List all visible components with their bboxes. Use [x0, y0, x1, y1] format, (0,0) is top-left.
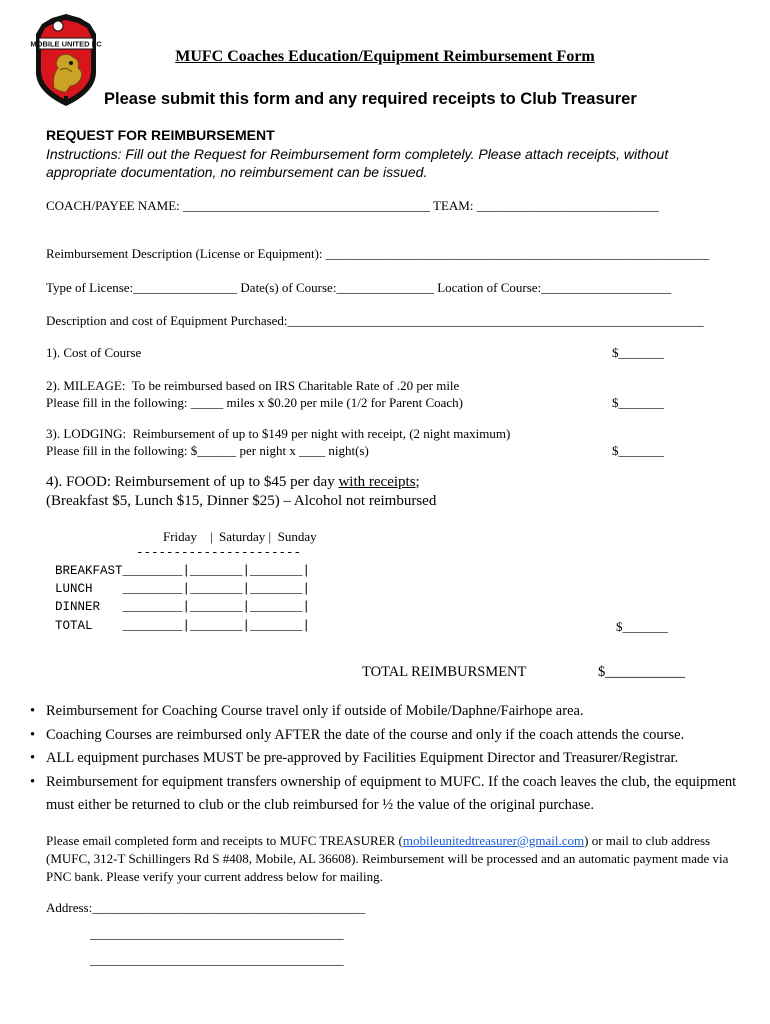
form-subtitle: Please submit this form and any required receipts to Club Treasurer: [104, 90, 637, 108]
total-reimbursement-label: TOTAL REIMBURSMENT: [362, 664, 527, 680]
food-semicolon: ;: [415, 474, 420, 490]
course-cost-field[interactable]: $_______: [612, 345, 664, 360]
submission-note: [46, 832, 736, 886]
treasurer-email-link[interactable]: mobileunitedtreasurer@gmail.com: [402, 833, 585, 848]
food-total-amount-field[interactable]: $_______: [616, 619, 668, 634]
food-row-total[interactable]: TOTAL ________|_______|_______|: [55, 619, 311, 633]
address-field-1[interactable]: Address:__________________________________________: [46, 900, 366, 915]
policy-item: • Reimbursement for equipment transfers ownership of equipment to MUFC. If the coach leaves the club, the equipment must either be returned to club or the club reimbursed for ½ the value of the original purchase.: [30, 771, 750, 818]
food-row-breakfast[interactable]: BREAKFAST________|_______|_______|: [55, 564, 311, 578]
food-line-1: [46, 474, 420, 491]
license-date-location-field[interactable]: Type of License:________________ Date(s) of Course:_______________ Location of Course:____________________: [46, 280, 672, 295]
course-cost-label: 1). Cost of Course: [46, 345, 142, 360]
lodging-line-2[interactable]: Please fill in the following: $______ per night x ____ night(s): [46, 443, 369, 458]
lodging-line-1: 3). LODGING: Reimbursement of up to $149 per night with receipt, (2 night maximum): [46, 426, 511, 441]
equipment-field[interactable]: Description and cost of Equipment Purchased:________________________________________________________________: [46, 313, 704, 328]
policy-item: • Coaching Courses are reimbursed only AFTER the date of the course and only if the coach attends the course.: [30, 724, 750, 748]
policy-list: [30, 700, 750, 818]
note-text-1: Please email completed form and receipts to MUFC TREASURER (: [46, 833, 403, 848]
policy-item: • ALL equipment purchases MUST be pre-approved by Facilities Equipment Director and Treasurer/Registrar.: [30, 747, 750, 771]
food-receipts-text: with receipts: [338, 474, 416, 490]
mileage-line-1: 2). MILEAGE: To be reimbursed based on IRS Charitable Rate of .20 per mile: [46, 378, 460, 393]
form-title: MUFC Coaches Education/Equipment Reimbursement Form: [175, 48, 595, 65]
food-row-dinner[interactable]: DINNER ________|_______|_______|: [55, 600, 311, 614]
instructions: Instructions: Fill out the Request for Reimbursement form completely. Please attach receipts, without appropriate documentation, no reimbursement can be issued.: [46, 146, 669, 180]
food-table-header: Friday | Saturday | Sunday: [163, 529, 317, 544]
note-text-2: ) or mail to club address (MUFC, 312-T Schillingers Rd S #408, Mobile, AL 36608). Reimbursement will be processed and an automatic payment made via PNC bank. Please verify your current address below for mailing.: [46, 833, 729, 884]
policy-item: • Reimbursement for Coaching Course travel only if outside of Mobile/Daphne/Fairhope area.: [30, 700, 750, 724]
food-line-2: (Breakfast $5, Lunch $15, Dinner $25) – Alcohol not reimbursed: [46, 493, 437, 509]
address-field-3[interactable]: _______________________________________: [90, 952, 344, 967]
food-table-rule: ----------------------: [136, 546, 302, 560]
lodging-amount-field[interactable]: $_______: [612, 443, 664, 458]
section-heading: REQUEST FOR REIMBURSEMENT: [46, 127, 275, 143]
food-row-lunch[interactable]: LUNCH ________|_______|_______|: [55, 582, 311, 596]
food-text: 4). FOOD: Reimbursement of up to $45 per day: [46, 474, 339, 490]
coach-team-field[interactable]: COACH/PAYEE NAME: ______________________________________ TEAM: ____________________________: [46, 198, 659, 213]
mileage-amount-field[interactable]: $_______: [612, 395, 664, 410]
mileage-line-2[interactable]: Please fill in the following: _____ miles x $0.20 per mile (1/2 for Parent Coach): [46, 395, 464, 410]
logo-text: MOBILE UNITED FC: [30, 39, 102, 49]
total-reimbursement-field[interactable]: $___________: [598, 664, 685, 680]
address-field-2[interactable]: _______________________________________: [90, 926, 344, 941]
description-field[interactable]: Reimbursement Description (License or Equipment): ___________________________________________________________: [46, 246, 710, 261]
